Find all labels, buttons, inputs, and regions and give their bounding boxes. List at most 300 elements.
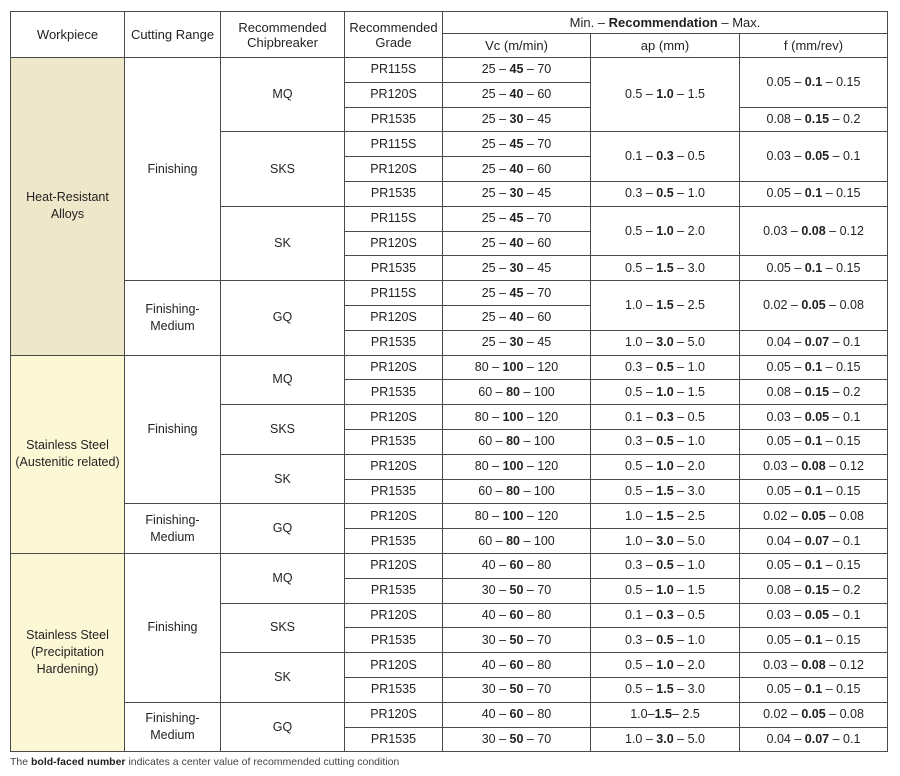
cell-text-line: Finishing <box>147 620 198 635</box>
cell-text-line: Finishing- <box>145 512 200 527</box>
vc-cell: 40 – 60 – 80 <box>443 653 591 678</box>
recommended-value: 80 <box>506 533 520 548</box>
grade-cell: PR120S <box>345 553 443 578</box>
min-value: 0.05 <box>766 632 791 647</box>
cell-text-line: Finishing- <box>145 711 200 726</box>
min-value: 1.0 <box>625 508 643 523</box>
cutting-range-cell <box>125 504 221 554</box>
grade-cell: PR1535 <box>345 677 443 702</box>
vc-cell: 25 – 45 – 70 <box>443 281 591 306</box>
header-recommendation-label: Recommendation <box>608 15 718 30</box>
recommended-value: 0.5 <box>656 434 674 449</box>
max-value: 1.0 <box>687 434 705 449</box>
min-value: 0.5 <box>625 657 643 672</box>
min-value: 0.05 <box>766 186 791 201</box>
recommended-value: 30 <box>509 111 524 126</box>
recommended-value: 100 <box>502 359 524 374</box>
grade-cell: PR1535 <box>345 330 443 355</box>
recommended-value: 60 <box>509 657 524 672</box>
min-value: 30 <box>481 583 496 598</box>
ap-cell: 0.5 – 1.5 – 3.0 <box>591 479 740 504</box>
min-value: 0.05 <box>766 483 791 498</box>
recommended-value: 0.05 <box>804 607 830 622</box>
min-value: 1.0 <box>630 707 648 722</box>
recommended-value: 100 <box>502 508 524 523</box>
min-value: 40 <box>481 707 496 722</box>
vc-cell: 80 – 100 – 120 <box>443 405 591 430</box>
recommended-value: 100 <box>502 409 524 424</box>
min-value: 0.5 <box>625 87 643 102</box>
vc-cell: 25 – 40 – 60 <box>443 231 591 256</box>
chipbreaker-cell: SKS <box>221 405 345 455</box>
cutting-range-cell <box>125 355 221 504</box>
min-value: 25 <box>481 136 496 151</box>
f-cell: 0.08 – 0.15 – 0.2 <box>740 380 888 405</box>
recommended-value: 45 <box>509 285 524 300</box>
f-cell: 0.03 – 0.05 – 0.1 <box>740 132 888 182</box>
recommended-value: 3.0 <box>656 533 674 548</box>
recommended-value: 1.0 <box>656 459 674 474</box>
min-value: 0.5 <box>625 223 643 238</box>
recommended-value: 40 <box>509 310 524 325</box>
grade-cell: PR1535 <box>345 727 443 752</box>
recommended-value: 0.08 <box>801 459 826 474</box>
vc-cell: 25 – 30 – 45 <box>443 330 591 355</box>
cutting-conditions-table <box>10 11 888 752</box>
min-value: 0.02 <box>763 297 788 312</box>
cell-text-line: Finishing- <box>145 301 200 316</box>
ap-cell: 0.5 – 1.0 – 2.0 <box>591 454 740 479</box>
min-value: 60 <box>478 483 493 498</box>
header-chipbreaker: Recommended Chipbreaker <box>221 12 345 58</box>
recommended-value: 50 <box>509 583 524 598</box>
recommended-value: 3.0 <box>656 731 674 746</box>
footnote-post: indicates a center value of recommended cutting condition <box>125 756 400 768</box>
max-value: 100 <box>533 533 555 548</box>
min-value: 0.1 <box>625 409 643 424</box>
recommended-value: 50 <box>509 632 524 647</box>
min-value: 25 <box>481 211 496 226</box>
cutting-range-cell <box>125 281 221 355</box>
vc-cell: 60 – 80 – 100 <box>443 429 591 454</box>
f-cell: 0.08 – 0.15 – 0.2 <box>740 578 888 603</box>
recommended-value: 45 <box>509 211 524 226</box>
grade-cell: PR1535 <box>345 429 443 454</box>
min-value: 25 <box>481 62 496 77</box>
recommended-value: 80 <box>506 483 520 498</box>
max-value: 3.0 <box>687 260 705 275</box>
recommended-value: 1.5 <box>656 297 674 312</box>
f-cell: 0.05 – 0.1 – 0.15 <box>740 628 888 653</box>
cell-text-line: (Precipitation <box>31 645 104 660</box>
min-value: 0.3 <box>625 359 643 374</box>
min-value: 0.03 <box>763 459 788 474</box>
min-value: 0.5 <box>625 384 643 399</box>
min-value: 0.08 <box>766 583 791 598</box>
recommended-value: 0.1 <box>804 186 823 201</box>
ap-cell: 1.0 – 1.5 – 2.5 <box>591 504 740 529</box>
grade-cell: PR120S <box>345 305 443 330</box>
header-min-rec-max <box>443 12 888 34</box>
table-header <box>11 12 888 58</box>
vc-cell: 25 – 30 – 45 <box>443 107 591 132</box>
f-cell: 0.04 – 0.07 – 0.1 <box>740 529 888 554</box>
recommended-value: 0.15 <box>804 384 830 399</box>
ap-cell: 0.1 – 0.3 – 0.5 <box>591 603 740 628</box>
cutting-range-cell <box>125 58 221 281</box>
min-value: 0.03 <box>766 409 791 424</box>
max-value: 2.5 <box>687 508 705 523</box>
ap-cell: 0.5 – 1.0 – 1.5 <box>591 58 740 132</box>
min-value: 80 <box>474 459 489 474</box>
ap-cell: 1.0 – 3.0 – 5.0 <box>591 727 740 752</box>
min-value: 0.08 <box>766 384 791 399</box>
min-value: 0.5 <box>625 260 643 275</box>
recommended-value: 0.1 <box>804 632 823 647</box>
table-row <box>11 281 888 306</box>
f-cell: 0.02 – 0.05 – 0.08 <box>740 281 888 331</box>
chipbreaker-cell: GQ <box>221 504 345 554</box>
recommended-value: 0.5 <box>656 632 674 647</box>
ap-cell: 0.1 – 0.3 – 0.5 <box>591 405 740 430</box>
min-value: 0.5 <box>625 583 643 598</box>
recommended-value: 30 <box>509 186 524 201</box>
min-value: 0.04 <box>766 731 791 746</box>
min-value: 60 <box>478 533 493 548</box>
f-cell: 0.03 – 0.08 – 0.12 <box>740 206 888 256</box>
f-cell: 0.04 – 0.07 – 0.1 <box>740 727 888 752</box>
vc-cell: 25 – 40 – 60 <box>443 82 591 107</box>
max-value: 45 <box>537 335 552 350</box>
recommended-value: 0.1 <box>804 359 823 374</box>
max-value: 5.0 <box>687 533 705 548</box>
grade-cell: PR1535 <box>345 578 443 603</box>
max-value: 60 <box>537 161 552 176</box>
vc-cell: 30 – 50 – 70 <box>443 727 591 752</box>
grade-cell: PR120S <box>345 405 443 430</box>
max-value: 45 <box>537 260 552 275</box>
max-value: 5.0 <box>687 335 705 350</box>
vc-cell: 25 – 45 – 70 <box>443 58 591 83</box>
header-min-label: Min. – <box>569 15 609 30</box>
max-value: 80 <box>537 657 552 672</box>
max-value: 0.15 <box>836 558 861 573</box>
min-value: 1.0 <box>625 533 643 548</box>
f-cell: 0.05 – 0.1 – 0.15 <box>740 553 888 578</box>
min-value: 40 <box>481 607 496 622</box>
recommended-value: 0.3 <box>656 409 674 424</box>
min-value: 0.03 <box>763 657 788 672</box>
cell-text-line: Medium <box>150 529 195 544</box>
ap-cell: 0.3 – 0.5 – 1.0 <box>591 181 740 206</box>
max-value: 0.1 <box>843 731 861 746</box>
header-vc: Vc (m/min) <box>443 34 591 58</box>
recommended-value: 1.0 <box>656 87 674 102</box>
grade-cell: PR1535 <box>345 380 443 405</box>
grade-cell: PR1535 <box>345 256 443 281</box>
f-cell: 0.03 – 0.05 – 0.1 <box>740 603 888 628</box>
max-value: 0.15 <box>836 434 861 449</box>
recommended-value: 0.5 <box>656 186 674 201</box>
recommended-value: 0.07 <box>804 731 830 746</box>
min-value: 0.03 <box>766 149 791 164</box>
min-value: 30 <box>481 731 496 746</box>
min-value: 0.5 <box>625 459 643 474</box>
cell-text-line: Hardening) <box>36 662 99 677</box>
recommended-value: 0.05 <box>804 149 830 164</box>
header-cutting-range: Cutting Range <box>125 12 221 58</box>
recommended-value: 0.5 <box>656 558 674 573</box>
f-cell: 0.05 – 0.1 – 0.15 <box>740 58 888 108</box>
vc-cell: 60 – 80 – 100 <box>443 380 591 405</box>
f-cell: 0.04 – 0.07 – 0.1 <box>740 330 888 355</box>
cell-text-line: Stainless Steel <box>26 628 109 643</box>
f-cell: 0.05 – 0.1 – 0.15 <box>740 355 888 380</box>
min-value: 25 <box>481 161 496 176</box>
recommended-value: 0.1 <box>804 483 823 498</box>
ap-cell: 1.0 – 3.0 – 5.0 <box>591 529 740 554</box>
workpiece-cell <box>11 553 125 751</box>
min-value: 25 <box>481 335 496 350</box>
max-value: 1.0 <box>687 359 705 374</box>
vc-cell: 80 – 100 – 120 <box>443 504 591 529</box>
cell-text-line: Stainless Steel <box>26 438 109 453</box>
recommended-value: 1.5 <box>656 483 674 498</box>
recommended-value: 1.5 <box>656 682 674 697</box>
min-value: 0.1 <box>625 149 643 164</box>
vc-cell: 40 – 60 – 80 <box>443 553 591 578</box>
max-value: 0.1 <box>843 409 861 424</box>
max-value: 0.15 <box>836 186 861 201</box>
vc-cell: 60 – 80 – 100 <box>443 479 591 504</box>
max-value: 0.15 <box>836 682 861 697</box>
recommended-value: 60 <box>509 707 524 722</box>
min-value: 25 <box>481 87 496 102</box>
max-value: 100 <box>533 434 555 449</box>
grade-cell: PR115S <box>345 206 443 231</box>
chipbreaker-cell: MQ <box>221 58 345 132</box>
table-body <box>11 58 888 752</box>
max-value: 1.5 <box>687 384 705 399</box>
max-value: 0.12 <box>839 459 864 474</box>
vc-cell: 30 – 50 – 70 <box>443 628 591 653</box>
grade-cell: PR1535 <box>345 479 443 504</box>
max-value: 0.15 <box>836 260 861 275</box>
min-value: 0.05 <box>766 434 791 449</box>
recommended-value: 0.3 <box>656 607 674 622</box>
max-value: 60 <box>537 87 552 102</box>
header-max-label: – Max. <box>717 15 761 30</box>
header-f: f (mm/rev) <box>740 34 888 58</box>
grade-cell: PR120S <box>345 355 443 380</box>
footnote-pre: The <box>10 756 32 768</box>
header-workpiece: Workpiece <box>11 12 125 58</box>
ap-cell: 1.0–1.5– 2.5 <box>591 702 740 727</box>
chipbreaker-cell: SK <box>221 206 345 280</box>
max-value: 70 <box>537 682 552 697</box>
grade-cell: PR1535 <box>345 529 443 554</box>
chipbreaker-cell: MQ <box>221 553 345 603</box>
min-value: 25 <box>481 310 496 325</box>
max-value: 0.1 <box>843 607 861 622</box>
vc-cell: 25 – 45 – 70 <box>443 132 591 157</box>
max-value: 1.5 <box>687 87 705 102</box>
ap-cell: 0.5 – 1.0 – 1.5 <box>591 578 740 603</box>
max-value: 0.12 <box>839 657 864 672</box>
vc-cell: 30 – 50 – 70 <box>443 578 591 603</box>
recommended-value: 0.1 <box>804 558 823 573</box>
min-value: 40 <box>481 657 496 672</box>
min-value: 1.0 <box>625 731 643 746</box>
min-value: 0.3 <box>625 186 643 201</box>
max-value: 0.2 <box>843 583 861 598</box>
max-value: 0.08 <box>839 707 864 722</box>
max-value: 0.5 <box>687 149 705 164</box>
max-value: 1.0 <box>687 186 705 201</box>
max-value: 2.5 <box>687 297 705 312</box>
min-value: 0.08 <box>766 111 791 126</box>
recommended-value: 3.0 <box>656 335 674 350</box>
max-value: 1.0 <box>687 632 705 647</box>
max-value: 120 <box>537 459 559 474</box>
ap-cell: 0.3 – 0.5 – 1.0 <box>591 628 740 653</box>
recommended-value: 45 <box>509 62 524 77</box>
max-value: 2.0 <box>687 223 705 238</box>
min-value: 0.5 <box>625 483 643 498</box>
cell-text-line: (Austenitic related) <box>15 455 120 470</box>
max-value: 100 <box>533 384 555 399</box>
recommended-value: 0.1 <box>804 74 823 89</box>
max-value: 3.0 <box>687 682 705 697</box>
table-row <box>11 702 888 727</box>
ap-cell: 1.0 – 1.5 – 2.5 <box>591 281 740 331</box>
chipbreaker-cell: SKS <box>221 132 345 206</box>
ap-cell: 0.5 – 1.5 – 3.0 <box>591 677 740 702</box>
f-cell: 0.03 – 0.08 – 0.12 <box>740 653 888 678</box>
recommended-value: 0.05 <box>801 707 826 722</box>
recommended-value: 30 <box>509 260 524 275</box>
grade-cell: PR1535 <box>345 628 443 653</box>
max-value: 70 <box>537 285 552 300</box>
ap-cell: 0.5 – 1.0 – 2.0 <box>591 206 740 256</box>
min-value: 60 <box>478 434 493 449</box>
vc-cell: 25 – 30 – 45 <box>443 181 591 206</box>
max-value: 70 <box>537 583 552 598</box>
max-value: 60 <box>537 235 552 250</box>
vc-cell: 40 – 60 – 80 <box>443 603 591 628</box>
grade-cell: PR115S <box>345 132 443 157</box>
grade-cell: PR120S <box>345 454 443 479</box>
table-row <box>11 504 888 529</box>
recommended-value: 100 <box>502 459 524 474</box>
grade-cell: PR120S <box>345 653 443 678</box>
ap-cell: 0.5 – 1.0 – 1.5 <box>591 380 740 405</box>
cell-text-line: Finishing <box>147 421 198 436</box>
min-value: 30 <box>481 682 496 697</box>
max-value: 45 <box>537 186 552 201</box>
min-value: 0.5 <box>625 682 643 697</box>
chipbreaker-cell: SKS <box>221 603 345 653</box>
recommended-value: 50 <box>509 731 524 746</box>
max-value: 120 <box>537 409 559 424</box>
max-value: 80 <box>537 707 552 722</box>
recommended-value: 0.05 <box>801 508 826 523</box>
vc-cell: 80 – 100 – 120 <box>443 355 591 380</box>
min-value: 0.02 <box>763 508 788 523</box>
min-value: 0.1 <box>625 607 643 622</box>
max-value: 120 <box>537 359 559 374</box>
recommended-value: 0.05 <box>801 297 826 312</box>
max-value: 80 <box>537 607 552 622</box>
grade-cell: PR120S <box>345 231 443 256</box>
recommended-value: 0.05 <box>804 409 830 424</box>
recommended-value: 0.08 <box>801 657 826 672</box>
min-value: 0.05 <box>766 359 791 374</box>
max-value: 0.2 <box>843 111 861 126</box>
cell-text-line: Medium <box>150 318 195 333</box>
ap-cell: 0.5 – 1.0 – 2.0 <box>591 653 740 678</box>
max-value: 45 <box>537 111 552 126</box>
grade-cell: PR115S <box>345 58 443 83</box>
recommended-value: 45 <box>509 136 524 151</box>
max-value: 0.15 <box>836 632 861 647</box>
recommended-value: 80 <box>506 434 520 449</box>
max-value: 0.15 <box>836 483 861 498</box>
ap-cell: 0.3 – 0.5 – 1.0 <box>591 355 740 380</box>
recommended-value: 50 <box>509 682 524 697</box>
max-value: 3.0 <box>687 483 705 498</box>
ap-cell: 0.1 – 0.3 – 0.5 <box>591 132 740 182</box>
ap-cell: 0.3 – 0.5 – 1.0 <box>591 429 740 454</box>
table-row <box>11 58 888 83</box>
max-value: 0.12 <box>839 223 864 238</box>
max-value: 2.0 <box>687 459 705 474</box>
min-value: 0.05 <box>766 74 791 89</box>
vc-cell: 25 – 30 – 45 <box>443 256 591 281</box>
min-value: 25 <box>481 260 496 275</box>
min-value: 1.0 <box>625 335 643 350</box>
recommended-value: 0.08 <box>801 223 826 238</box>
max-value: 2.5 <box>682 707 700 722</box>
recommended-value: 1.5 <box>656 508 674 523</box>
max-value: 70 <box>537 62 552 77</box>
recommended-value: 0.1 <box>804 682 823 697</box>
f-cell: 0.03 – 0.05 – 0.1 <box>740 405 888 430</box>
f-cell: 0.05 – 0.1 – 0.15 <box>740 677 888 702</box>
f-cell: 0.02 – 0.05 – 0.08 <box>740 702 888 727</box>
max-value: 2.0 <box>687 657 705 672</box>
max-value: 0.15 <box>836 359 861 374</box>
min-value: 0.05 <box>766 682 791 697</box>
min-value: 0.04 <box>766 533 791 548</box>
recommended-value: 60 <box>509 607 524 622</box>
recommended-value: 40 <box>509 161 524 176</box>
grade-cell: PR1535 <box>345 181 443 206</box>
max-value: 1.5 <box>687 583 705 598</box>
grade-cell: PR120S <box>345 603 443 628</box>
workpiece-cell <box>11 355 125 553</box>
max-value: 0.1 <box>843 149 861 164</box>
f-cell: 0.08 – 0.15 – 0.2 <box>740 107 888 132</box>
cutting-range-cell <box>125 702 221 752</box>
ap-cell: 0.3 – 0.5 – 1.0 <box>591 553 740 578</box>
max-value: 0.5 <box>687 409 705 424</box>
vc-cell: 25 – 45 – 70 <box>443 206 591 231</box>
workpiece-cell <box>11 58 125 356</box>
min-value: 25 <box>481 111 496 126</box>
f-cell: 0.05 – 0.1 – 0.15 <box>740 479 888 504</box>
recommended-value: 1.0 <box>656 657 674 672</box>
